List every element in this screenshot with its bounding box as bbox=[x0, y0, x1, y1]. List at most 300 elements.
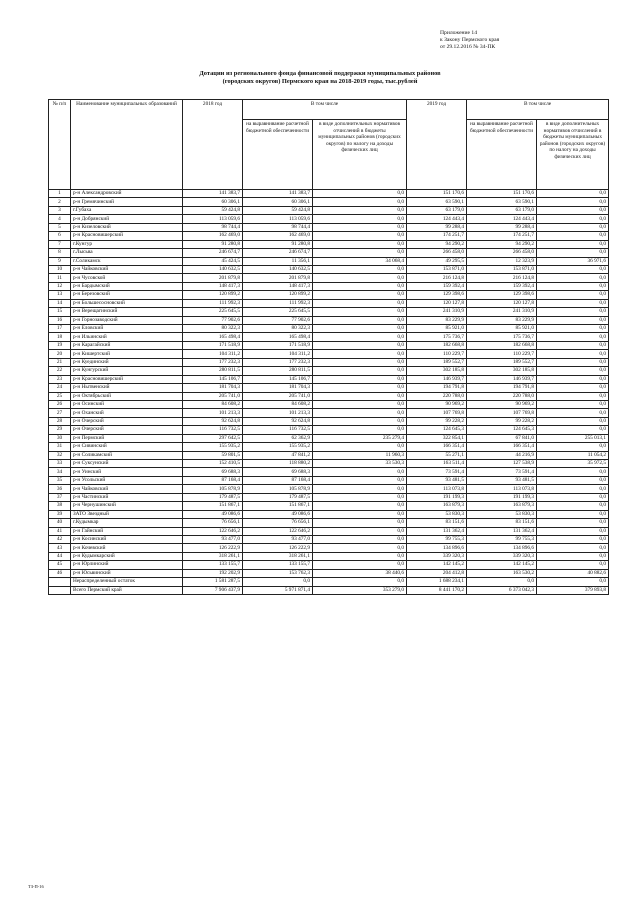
cell-2018-norm: 0,0 bbox=[313, 476, 407, 484]
row-number: 10 bbox=[49, 265, 71, 273]
cell-2018-total: 60 306,1 bbox=[183, 198, 243, 206]
cell-2019-equal: 159 392,4 bbox=[467, 282, 537, 290]
cell-2018-equal: 280 811,5 bbox=[243, 367, 313, 375]
cell-2019-equal: 12 323,9 bbox=[467, 257, 537, 265]
row-number: 11 bbox=[49, 274, 71, 282]
table-row bbox=[49, 350, 609, 358]
cell-2018-total: 201 879,8 bbox=[183, 274, 243, 282]
cell-2018-total: 104 311,2 bbox=[183, 350, 243, 358]
cell-2019-norm: 0,0 bbox=[537, 493, 609, 501]
cell-2018-norm: 0,0 bbox=[313, 485, 407, 493]
cell-2018-norm: 0,0 bbox=[313, 198, 407, 206]
table-row bbox=[49, 325, 609, 333]
table-row bbox=[49, 265, 609, 273]
cell-2019-equal: 153 871,0 bbox=[467, 265, 537, 273]
cell-2018-equal: 122 646,2 bbox=[243, 527, 313, 535]
cell-2018-total: 49 086,6 bbox=[183, 510, 243, 518]
cell-2018-norm: 0,0 bbox=[313, 510, 407, 518]
table-row bbox=[49, 493, 609, 501]
cell-2018-equal: 93 477,0 bbox=[243, 535, 313, 543]
cell-2018-equal: 91 280,8 bbox=[243, 240, 313, 248]
row-name: р-н Октябрьский bbox=[71, 392, 183, 400]
row-name: р-н Гремячинский bbox=[71, 198, 183, 206]
table-body bbox=[49, 190, 609, 595]
table-row bbox=[49, 274, 609, 282]
cell-2019-norm: 0,0 bbox=[537, 282, 609, 290]
row-number: 30 bbox=[49, 434, 71, 442]
cell-2019-total: 113 073,8 bbox=[407, 485, 467, 493]
cell-2019-total: 131 362,4 bbox=[407, 527, 467, 535]
footer-code: ТЗ-П-16 bbox=[28, 884, 44, 889]
cell-2018-equal: 318 261,1 bbox=[243, 552, 313, 560]
cell-2019-norm: 0,0 bbox=[537, 578, 609, 586]
cell-2019-norm: 0,0 bbox=[537, 519, 609, 527]
title-line: Дотации из регионального фонда финансовой поддержки муниципальных районов bbox=[199, 70, 441, 77]
row-number: 28 bbox=[49, 417, 71, 425]
cell-2019-total: 120 127,8 bbox=[407, 299, 467, 307]
cell-2019-equal: 241 310,9 bbox=[467, 308, 537, 316]
cell-2018-total: 111 992,3 bbox=[183, 299, 243, 307]
appendix-line: Приложение 14 bbox=[440, 30, 478, 36]
cell-2018-equal: 60 306,1 bbox=[243, 198, 313, 206]
col-header-2019-equal: на выравнивание расчетной бюджетной обеспеченности bbox=[467, 120, 537, 190]
cell-2018-norm: 0,0 bbox=[313, 232, 407, 240]
cell-2018-total: 120 899,2 bbox=[183, 291, 243, 299]
cell-2019-total: 174 251,7 bbox=[407, 232, 467, 240]
cell-2018-total: 151 867,1 bbox=[183, 502, 243, 510]
cell-2018-norm: 0,0 bbox=[313, 316, 407, 324]
cell-2018-total: 98 744,4 bbox=[183, 223, 243, 231]
cell-2018-total: 152 410,5 bbox=[183, 460, 243, 468]
cell-2018-equal: 0,0 bbox=[243, 578, 313, 586]
cell-2018-equal: 87 168,4 bbox=[243, 476, 313, 484]
cell-2018-total: 246 674,7 bbox=[183, 249, 243, 257]
cell-2018-total: 93 477,0 bbox=[183, 535, 243, 543]
col-header-number: № п/п bbox=[49, 100, 71, 190]
cell-2019-norm: 11 054,2 bbox=[537, 451, 609, 459]
table-row bbox=[49, 190, 609, 198]
cell-2018-total: 105 878,9 bbox=[183, 485, 243, 493]
cell-2018-equal: 145 106,7 bbox=[243, 375, 313, 383]
row-name: р-н Красновишерский bbox=[71, 232, 183, 240]
cell-2019-norm: 0,0 bbox=[537, 341, 609, 349]
cell-2018-total: 116 732,5 bbox=[183, 426, 243, 434]
cell-2018-equal: 133 155,7 bbox=[243, 561, 313, 569]
table-row bbox=[49, 586, 609, 594]
table-row bbox=[49, 561, 609, 569]
cell-2019-norm: 35 972,5 bbox=[537, 460, 609, 468]
cell-2018-equal: 225 645,5 bbox=[243, 308, 313, 316]
row-name: р-н Юсьвинский bbox=[71, 569, 183, 577]
cell-2019-norm: 0,0 bbox=[537, 468, 609, 476]
row-number: 43 bbox=[49, 544, 71, 552]
appendix-note bbox=[440, 30, 600, 51]
cell-2018-equal: 77 902,6 bbox=[243, 316, 313, 324]
cell-2019-total: 159 392,4 bbox=[407, 282, 467, 290]
row-name: р-н Красновишерский bbox=[71, 375, 183, 383]
cell-2018-norm: 0,0 bbox=[313, 274, 407, 282]
table-row bbox=[49, 544, 609, 552]
cell-2018-norm: 0,0 bbox=[313, 426, 407, 434]
row-name: г.Соликамск bbox=[71, 257, 183, 265]
table-row bbox=[49, 426, 609, 434]
cell-2018-equal: 246 674,7 bbox=[243, 249, 313, 257]
cell-2019-equal: 90 969,2 bbox=[467, 400, 537, 408]
cell-2018-total: 77 902,6 bbox=[183, 316, 243, 324]
cell-2019-equal: 189 552,7 bbox=[467, 358, 537, 366]
cell-2018-norm: 0,0 bbox=[313, 468, 407, 476]
cell-2018-equal: 140 632,5 bbox=[243, 265, 313, 273]
cell-2018-total: 179 487,5 bbox=[183, 493, 243, 501]
cell-2019-equal: 339 320,3 bbox=[467, 552, 537, 560]
row-number bbox=[49, 578, 71, 586]
cell-2019-equal: 134 896,6 bbox=[467, 544, 537, 552]
cell-2019-equal: 63 590,1 bbox=[467, 198, 537, 206]
cell-2019-total: 146 939,7 bbox=[407, 375, 467, 383]
title-line: (городских округов) Пермского края на 2018-2019 годы, тыс.рублей bbox=[222, 78, 418, 85]
cell-2019-norm: 0,0 bbox=[537, 367, 609, 375]
cell-2018-total: 141 383,7 bbox=[183, 190, 243, 198]
row-name: р-н Ильинский bbox=[71, 333, 183, 341]
col-header-2019-incl: В том числе bbox=[467, 100, 609, 120]
col-header-name: Наименование муниципальных образований bbox=[71, 100, 183, 190]
cell-2018-total: 59 801,5 bbox=[183, 451, 243, 459]
cell-2018-equal: 105 878,9 bbox=[243, 485, 313, 493]
row-name: р-н Частинский bbox=[71, 493, 183, 501]
cell-2018-norm: 0,0 bbox=[313, 350, 407, 358]
cell-2019-total: 216 124,8 bbox=[407, 274, 467, 282]
document-title bbox=[150, 70, 490, 86]
row-number: 34 bbox=[49, 468, 71, 476]
row-name: р-н Чусовской bbox=[71, 274, 183, 282]
table-row bbox=[49, 384, 609, 392]
cell-2018-norm: 0,0 bbox=[313, 325, 407, 333]
cell-2018-norm: 0,0 bbox=[313, 282, 407, 290]
cell-2018-norm: 33 530,3 bbox=[313, 460, 407, 468]
cell-2019-total: 182 668,8 bbox=[407, 341, 467, 349]
table-row bbox=[49, 341, 609, 349]
cell-2018-norm: 38 440,6 bbox=[313, 569, 407, 577]
row-name: р-н Кунгурский bbox=[71, 367, 183, 375]
cell-2018-total: 126 222,9 bbox=[183, 544, 243, 552]
cell-2018-equal: 47 841,2 bbox=[243, 451, 313, 459]
cell-2018-equal: 62 362,9 bbox=[243, 434, 313, 442]
cell-2018-norm: 34 068,4 bbox=[313, 257, 407, 265]
cell-2019-norm: 0,0 bbox=[537, 527, 609, 535]
table-row bbox=[49, 510, 609, 518]
table-row bbox=[49, 527, 609, 535]
row-name: р-н Юрлинский bbox=[71, 561, 183, 569]
cell-2018-norm: 0,0 bbox=[313, 443, 407, 451]
cell-2018-total: 80 322,3 bbox=[183, 325, 243, 333]
cell-2019-equal: 142 145,2 bbox=[467, 561, 537, 569]
cell-2018-equal: 155 935,2 bbox=[243, 443, 313, 451]
cell-2018-total: 122 646,2 bbox=[183, 527, 243, 535]
row-number: 6 bbox=[49, 232, 71, 240]
row-number: 5 bbox=[49, 223, 71, 231]
cell-2019-equal: 0,0 bbox=[467, 578, 537, 586]
cell-2018-equal: 116 732,5 bbox=[243, 426, 313, 434]
table-row bbox=[49, 443, 609, 451]
cell-2018-equal: 141 383,7 bbox=[243, 190, 313, 198]
row-name: р-н Кочевский bbox=[71, 544, 183, 552]
cell-2018-total: 225 645,5 bbox=[183, 308, 243, 316]
cell-2019-norm: 0,0 bbox=[537, 476, 609, 484]
row-name: г.Кунгур bbox=[71, 240, 183, 248]
cell-2018-norm: 0,0 bbox=[313, 291, 407, 299]
cell-2019-norm: 0,0 bbox=[537, 392, 609, 400]
cell-2019-equal: 113 073,8 bbox=[467, 485, 537, 493]
cell-2019-norm: 36 971,6 bbox=[537, 257, 609, 265]
cell-2018-total: 59 424,8 bbox=[183, 206, 243, 214]
row-name: р-н Гайнский bbox=[71, 527, 183, 535]
cell-2019-norm: 0,0 bbox=[537, 299, 609, 307]
cell-2018-total: 181 704,3 bbox=[183, 384, 243, 392]
cell-2019-total: 241 310,9 bbox=[407, 308, 467, 316]
row-number: 24 bbox=[49, 384, 71, 392]
row-name: г.Кудымкар bbox=[71, 519, 183, 527]
row-number: 40 bbox=[49, 519, 71, 527]
row-name: р-н Чайковский bbox=[71, 485, 183, 493]
table-row bbox=[49, 223, 609, 231]
row-number: 12 bbox=[49, 282, 71, 290]
cell-2018-total: 280 811,5 bbox=[183, 367, 243, 375]
cell-2019-total: 322 854,1 bbox=[407, 434, 467, 442]
table-row bbox=[49, 502, 609, 510]
table-row bbox=[49, 552, 609, 560]
table-row bbox=[49, 468, 609, 476]
cell-2018-total: 101 213,3 bbox=[183, 409, 243, 417]
cell-2019-total: 163 879,3 bbox=[407, 502, 467, 510]
row-name: р-н Уинский bbox=[71, 468, 183, 476]
row-number: 18 bbox=[49, 333, 71, 341]
cell-2018-total: 1 581 287,5 bbox=[183, 578, 243, 586]
cell-2019-equal: 107 769,8 bbox=[467, 409, 537, 417]
cell-2019-norm: 0,0 bbox=[537, 417, 609, 425]
table-row bbox=[49, 198, 609, 206]
cell-2018-total: 84 608,2 bbox=[183, 400, 243, 408]
cell-2019-equal: 216 124,8 bbox=[467, 274, 537, 282]
cell-2019-equal: 266 458,0 bbox=[467, 249, 537, 257]
table-row bbox=[49, 434, 609, 442]
cell-2018-total: 69 688,3 bbox=[183, 468, 243, 476]
cell-2019-equal: 44 216,9 bbox=[467, 451, 537, 459]
cell-2019-equal: 124 443,4 bbox=[467, 215, 537, 223]
table-row bbox=[49, 215, 609, 223]
cell-2019-norm: 0,0 bbox=[537, 223, 609, 231]
cell-2018-total: 87 168,4 bbox=[183, 476, 243, 484]
table-row bbox=[49, 535, 609, 543]
cell-2019-norm: 0,0 bbox=[537, 443, 609, 451]
cell-2019-total: 99 288,4 bbox=[407, 223, 467, 231]
cell-2019-total: 124 645,3 bbox=[407, 426, 467, 434]
row-number: 25 bbox=[49, 392, 71, 400]
cell-2018-norm: 0,0 bbox=[313, 341, 407, 349]
cell-2018-norm: 0,0 bbox=[313, 578, 407, 586]
cell-2019-total: 85 921,0 bbox=[407, 325, 467, 333]
cell-2018-total: 177 232,3 bbox=[183, 358, 243, 366]
cell-2018-equal: 11 356,1 bbox=[243, 257, 313, 265]
row-name: р-н Александровский bbox=[71, 190, 183, 198]
cell-2019-total: 175 736,7 bbox=[407, 333, 467, 341]
table-row bbox=[49, 308, 609, 316]
cell-2019-equal: 194 791,8 bbox=[467, 384, 537, 392]
cell-2019-total: 166 351,4 bbox=[407, 443, 467, 451]
table-row bbox=[49, 460, 609, 468]
row-name: г.Губаха bbox=[71, 206, 183, 214]
table-row bbox=[49, 257, 609, 265]
row-name: р-н Нытвенский bbox=[71, 384, 183, 392]
cell-2018-norm: 0,0 bbox=[313, 375, 407, 383]
row-number: 2 bbox=[49, 198, 71, 206]
cell-2019-norm: 40 882,6 bbox=[537, 569, 609, 577]
table-row bbox=[49, 392, 609, 400]
table-row bbox=[49, 375, 609, 383]
cell-2018-norm: 0,0 bbox=[313, 493, 407, 501]
table-row bbox=[49, 485, 609, 493]
cell-2018-equal: 59 424,8 bbox=[243, 206, 313, 214]
cell-2018-norm: 0,0 bbox=[313, 358, 407, 366]
cell-2018-norm: 0,0 bbox=[313, 215, 407, 223]
cell-2019-norm: 0,0 bbox=[537, 190, 609, 198]
cell-2019-norm: 0,0 bbox=[537, 510, 609, 518]
row-number: 9 bbox=[49, 257, 71, 265]
cell-2019-equal: 151 170,6 bbox=[467, 190, 537, 198]
cell-2019-norm: 0,0 bbox=[537, 333, 609, 341]
row-name: р-н Соликамский bbox=[71, 451, 183, 459]
row-name: р-н Карагайский bbox=[71, 341, 183, 349]
cell-2019-equal: 73 591,4 bbox=[467, 468, 537, 476]
row-name: р-н Сивинский bbox=[71, 443, 183, 451]
cell-2019-total: 94 290,2 bbox=[407, 240, 467, 248]
cell-2018-norm: 0,0 bbox=[313, 384, 407, 392]
cell-2018-equal: 126 222,9 bbox=[243, 544, 313, 552]
cell-2019-equal: 182 668,8 bbox=[467, 341, 537, 349]
cell-2019-equal: 146 939,7 bbox=[467, 375, 537, 383]
cell-2018-norm: 353 279,0 bbox=[313, 586, 407, 594]
cell-2018-total: 7 906 437,9 bbox=[183, 586, 243, 594]
cell-2018-total: 113 059,6 bbox=[183, 215, 243, 223]
cell-2018-norm: 0,0 bbox=[313, 552, 407, 560]
row-number: 32 bbox=[49, 451, 71, 459]
row-name: р-н Очерский bbox=[71, 426, 183, 434]
cell-2018-norm: 11 960,3 bbox=[313, 451, 407, 459]
cell-2018-total: 133 155,7 bbox=[183, 561, 243, 569]
cell-2018-norm: 0,0 bbox=[313, 299, 407, 307]
col-header-2018-equal: на выравнивание расчетной бюджетной обеспеченности bbox=[243, 120, 313, 190]
row-number: 4 bbox=[49, 215, 71, 223]
cell-2019-equal: 6 373 042,3 bbox=[467, 586, 537, 594]
cell-2018-equal: 104 311,2 bbox=[243, 350, 313, 358]
table-row bbox=[49, 333, 609, 341]
row-number: 27 bbox=[49, 409, 71, 417]
cell-2018-norm: 0,0 bbox=[313, 249, 407, 257]
cell-2019-total: 99 755,3 bbox=[407, 535, 467, 543]
cell-2018-equal: 84 608,2 bbox=[243, 400, 313, 408]
cell-2019-equal: 83 229,9 bbox=[467, 316, 537, 324]
cell-2019-total: 55 271,1 bbox=[407, 451, 467, 459]
cell-2019-equal: 302 185,8 bbox=[467, 367, 537, 375]
cell-2019-equal: 163 879,3 bbox=[467, 502, 537, 510]
table-row bbox=[49, 476, 609, 484]
row-number: 36 bbox=[49, 485, 71, 493]
cell-2019-norm: 0,0 bbox=[537, 325, 609, 333]
cell-2019-norm: 0,0 bbox=[537, 350, 609, 358]
cell-2019-equal: 127 538,9 bbox=[467, 460, 537, 468]
cell-2018-norm: 0,0 bbox=[313, 527, 407, 535]
cell-2018-norm: 0,0 bbox=[313, 561, 407, 569]
cell-2018-total: 91 280,8 bbox=[183, 240, 243, 248]
cell-2018-equal: 181 704,3 bbox=[243, 384, 313, 392]
cell-2018-norm: 0,0 bbox=[313, 308, 407, 316]
cell-2018-norm: 0,0 bbox=[313, 417, 407, 425]
cell-2019-norm: 0,0 bbox=[537, 316, 609, 324]
cell-2018-norm: 0,0 bbox=[313, 265, 407, 273]
cell-2018-norm: 0,0 bbox=[313, 223, 407, 231]
row-number: 3 bbox=[49, 206, 71, 214]
appendix-line: от 29.12.2016 № 34-ПК bbox=[440, 44, 496, 50]
cell-2019-total: 191 199,3 bbox=[407, 493, 467, 501]
row-name: ЗАТО Звездный bbox=[71, 510, 183, 518]
cell-2019-equal: 129 398,6 bbox=[467, 291, 537, 299]
cell-2018-total: 205 741,0 bbox=[183, 392, 243, 400]
cell-2019-norm: 0,0 bbox=[537, 308, 609, 316]
cell-2019-total: 49 295,5 bbox=[407, 257, 467, 265]
row-number: 17 bbox=[49, 325, 71, 333]
cell-2018-equal: 165 498,4 bbox=[243, 333, 313, 341]
cell-2019-norm: 0,0 bbox=[537, 502, 609, 510]
row-name: р-н Куединский bbox=[71, 358, 183, 366]
cell-2019-total: 302 185,8 bbox=[407, 367, 467, 375]
row-number: 44 bbox=[49, 552, 71, 560]
cell-2019-total: 107 769,8 bbox=[407, 409, 467, 417]
cell-2019-norm: 0,0 bbox=[537, 426, 609, 434]
cell-2018-equal: 101 213,3 bbox=[243, 409, 313, 417]
cell-2019-norm: 0,0 bbox=[537, 409, 609, 417]
cell-2019-norm: 0,0 bbox=[537, 384, 609, 392]
row-number: 37 bbox=[49, 493, 71, 501]
row-number: 39 bbox=[49, 510, 71, 518]
table-row bbox=[49, 578, 609, 586]
row-number: 38 bbox=[49, 502, 71, 510]
row-name: р-н Бардымский bbox=[71, 282, 183, 290]
row-name: р-н Еловский bbox=[71, 325, 183, 333]
cell-2019-equal: 99 288,4 bbox=[467, 223, 537, 231]
cell-2019-equal: 93 481,5 bbox=[467, 476, 537, 484]
cell-2019-equal: 120 127,8 bbox=[467, 299, 537, 307]
row-number: 31 bbox=[49, 443, 71, 451]
table-row bbox=[49, 367, 609, 375]
cell-2018-norm: 0,0 bbox=[313, 206, 407, 214]
table-row bbox=[49, 240, 609, 248]
table-row bbox=[49, 291, 609, 299]
cell-2019-norm: 0,0 bbox=[537, 485, 609, 493]
row-name: р-н Очерский bbox=[71, 417, 183, 425]
row-name: р-н Верещагинский bbox=[71, 308, 183, 316]
cell-2019-equal: 174 251,7 bbox=[467, 232, 537, 240]
subsidy-table-wrapper bbox=[48, 99, 608, 595]
cell-2019-norm: 255 013,1 bbox=[537, 434, 609, 442]
cell-2019-norm: 0,0 bbox=[537, 358, 609, 366]
cell-2019-norm: 0,0 bbox=[537, 198, 609, 206]
cell-2018-total: 76 656,1 bbox=[183, 519, 243, 527]
cell-2019-total: 8 441 170,2 bbox=[407, 586, 467, 594]
cell-2018-total: 148 417,3 bbox=[183, 282, 243, 290]
cell-2019-norm: 0,0 bbox=[537, 274, 609, 282]
cell-2019-equal: 110 229,7 bbox=[467, 350, 537, 358]
subsidy-table bbox=[48, 99, 609, 595]
cell-2019-equal: 166 351,4 bbox=[467, 443, 537, 451]
